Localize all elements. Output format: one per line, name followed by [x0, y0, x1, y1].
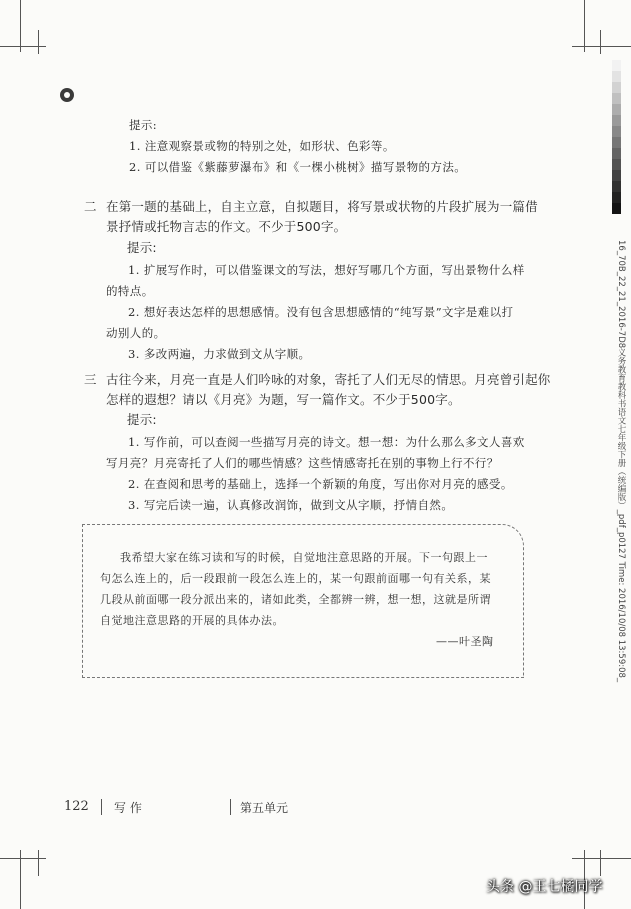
- crop-mark-tr-h: [572, 46, 631, 47]
- hint-label: 提示:: [127, 240, 157, 255]
- hint-item: 2. 在查阅和思考的基础上，选择一个新颖的角度，写出你对月亮的感受。: [128, 477, 513, 491]
- hint-item: 3. 写完后读一遍，认真修改润饰，做到文从字顺，抒情自然。: [128, 498, 454, 512]
- hint-item: 的特点。: [106, 284, 154, 298]
- quote-line: 句怎么连上的，后一段跟前一段怎么连上的，某一句跟前面哪一句有关系，某: [100, 572, 491, 585]
- crop-mark-bl-v2: [38, 850, 39, 876]
- quote-line: 几段从前面哪一段分派出来的，诸如此类，全都辨一辨，想一想，这就是所谓: [100, 593, 491, 606]
- hint-item: 2. 想好表达怎样的思想感情。没有包含思想感情的“纯写景”文字是难以打: [128, 305, 514, 319]
- section-prompt: 在第一题的基础上，自主立意，自拟题目，将写景或状物的片段扩展为一篇借: [106, 199, 538, 214]
- hint-item: 1. 写作前，可以查阅一些描写月亮的诗文。想一想：为什么那么多文人喜欢: [128, 435, 525, 449]
- section-prompt: 景抒情或托物言志的作文。不少于500字。: [106, 219, 347, 234]
- quote-line: 我希望大家在练习读和写的时候，自觉地注意思路的开展。下一句跟上一: [120, 551, 488, 564]
- hint-item: 1. 扩展写作时，可以借鉴课文的写法，想好写哪几个方面，写出景物什么样: [128, 263, 525, 277]
- section-number: 三: [84, 372, 97, 387]
- hint-label: 提示:: [127, 412, 157, 427]
- quote-author: ——叶圣陶: [436, 635, 494, 648]
- print-side-note: 16_70B_22_21_2016-7D8义务教育教科书语文七年级下册（统编版）_pdf_p0127 Time: 2016/10/08 13:59:08_: [616, 240, 626, 683]
- hint-item: 写月亮？月亮寄托了人们的哪些情感？这些情感寄托在别的事物上行不行？: [106, 456, 499, 470]
- grayscale-bar: [612, 60, 621, 220]
- footer-divider: [230, 799, 231, 815]
- crop-mark-bl-h: [0, 858, 46, 859]
- crop-mark-tr-v: [584, 0, 585, 52]
- footer-divider: [101, 799, 102, 815]
- footer-unit: 第五单元: [240, 801, 289, 815]
- crop-mark-tl-v2: [38, 30, 39, 54]
- page-number: 122: [64, 799, 89, 814]
- hint-item: 3. 多改两遍，力求做到文从字顺。: [128, 347, 311, 361]
- crop-mark-tr-v2: [600, 30, 601, 54]
- section-prompt: 古往今来，月亮一直是人们吟咏的对象，寄托了人们无尽的情思。月亮曾引起你: [106, 372, 551, 387]
- hint-item: 动别人的。: [106, 326, 166, 340]
- crop-mark-tl-h: [0, 46, 46, 47]
- watermark: 头条 @王七橘同学: [486, 879, 603, 895]
- hint-item: 1. 注意观察景或物的特别之处，如形状、色彩等。: [129, 139, 395, 153]
- crop-mark-tl-v: [20, 0, 21, 52]
- hint-label: 提示:: [129, 118, 158, 132]
- quote-line: 自觉地注意思路的开展的具体办法。: [100, 614, 284, 627]
- section-prompt: 怎样的遐想？请以《月亮》为题，写一篇作文。不少于500字。: [106, 392, 461, 407]
- crop-mark-bl-v: [20, 850, 21, 909]
- section-number: 二: [84, 199, 97, 214]
- page-corner-icon: [60, 88, 74, 102]
- footer-section: 写 作: [114, 801, 142, 815]
- crop-mark-br-h: [572, 858, 631, 859]
- hint-item: 2. 可以借鉴《紫藤萝瀑布》和《一棵小桃树》描写景物的方法。: [129, 160, 467, 174]
- crop-mark-br-v2: [600, 850, 601, 876]
